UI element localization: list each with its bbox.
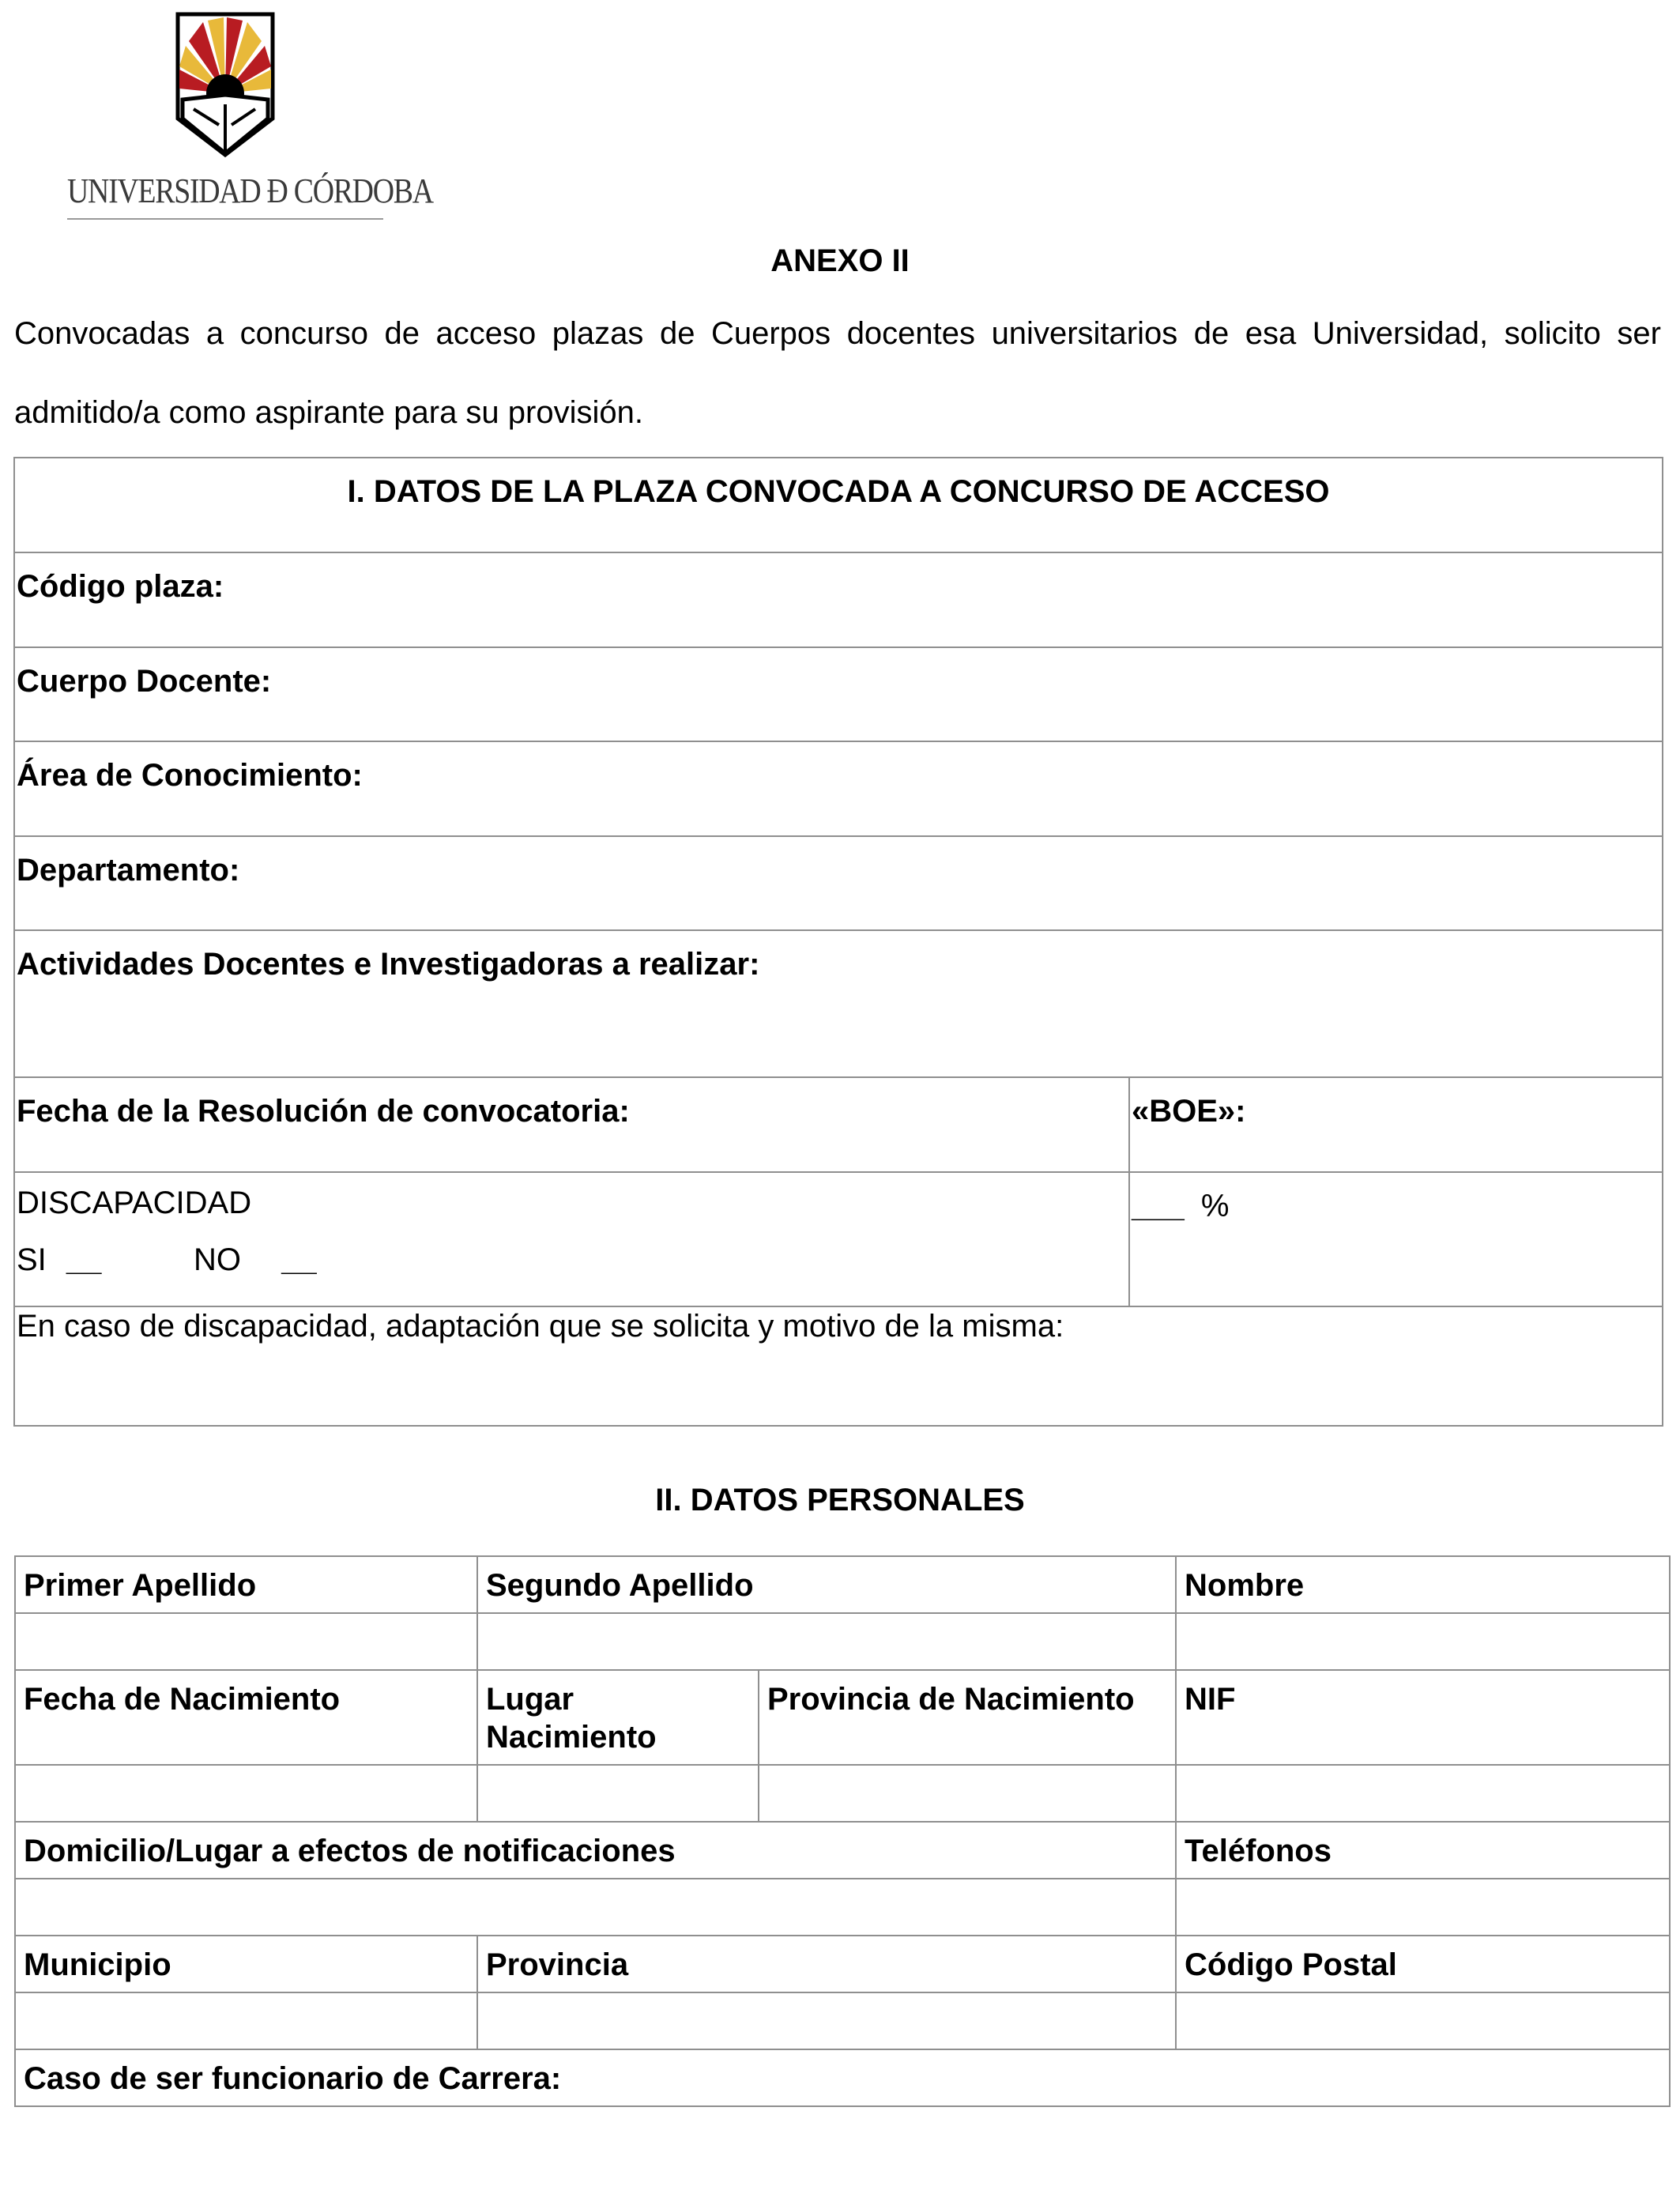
logo-underline [67,218,383,220]
provincia-nacimiento-input[interactable] [759,1765,1176,1822]
university-shield-icon [170,6,281,158]
no-blank[interactable]: __ [281,1242,317,1277]
boe-field[interactable] [1129,1077,1663,1172]
nombre-label: Nombre [1176,1556,1670,1613]
nif-label: NIF [1176,1670,1670,1765]
provincia-input[interactable] [477,1992,1176,2049]
vacancy-data-table [13,457,1663,1427]
codigo-plaza-field[interactable] [14,552,1663,647]
telefonos-input[interactable] [1176,1879,1670,1936]
fecha-resolucion-field[interactable] [14,1077,1129,1172]
codigo-plaza-label: Código plaza: [17,569,224,604]
lugar-nacimiento-label: Lugar Nacimiento [477,1670,759,1765]
boe-label: «BOE»: [1132,1094,1246,1129]
intro-paragraph: Convocadas a concurso de acceso plazas de Cuerpos docentes universitarios de esa Universidad, solicito ser admitido/a como aspirante para su provisión. [14,316,1661,430]
discapacidad-field [14,1172,1129,1306]
cuerpo-docente-label: Cuerpo Docente: [17,664,272,699]
primer-apellido-input[interactable] [15,1613,477,1670]
cuerpo-docente-field[interactable] [14,647,1663,741]
provincia-nacimiento-label: Provincia de Nacimiento [759,1670,1176,1765]
discapacidad-percent-field[interactable] [1129,1172,1663,1306]
telefonos-label: Teléfonos [1176,1822,1670,1879]
municipio-input[interactable] [15,1992,477,2049]
funcionario-carrera-label: Caso de ser funcionario de Carrera: [24,2061,562,2096]
departamento-field[interactable] [14,836,1663,930]
primer-apellido-label: Primer Apellido [15,1556,477,1613]
municipio-label: Municipio [15,1936,477,1992]
section2-title: II. DATOS PERSONALES [655,1483,1025,1517]
lugar-nacimiento-input[interactable] [477,1765,759,1822]
percent-label: % [1200,1189,1230,1223]
personal-data-table [14,1555,1671,2107]
area-conocimiento-field[interactable] [14,741,1663,836]
annex-title: ANEXO II [770,243,910,278]
si-blank[interactable]: __ [66,1242,102,1277]
departamento-label: Departamento: [17,853,240,888]
fecha-resolucion-label: Fecha de la Resolución de convocatoria: [17,1094,630,1129]
area-conocimiento-label: Área de Conocimiento: [17,758,363,793]
section1-title: I. DATOS DE LA PLAZA CONVOCADA A CONCURSO DE ACCESO [14,458,1663,552]
codigo-postal-label: Código Postal [1176,1936,1670,1992]
actividades-label: Actividades Docentes e Investigadoras a realizar: [17,947,760,982]
nombre-input[interactable] [1176,1613,1670,1670]
domicilio-label: Domicilio/Lugar a efectos de notificaciones [15,1822,1176,1879]
fecha-nacimiento-input[interactable] [15,1765,477,1822]
discapacidad-label: DISCAPACIDAD [17,1186,252,1220]
codigo-postal-input[interactable] [1176,1992,1670,2049]
domicilio-input[interactable] [15,1879,1176,1936]
si-label: SI [17,1242,47,1277]
no-label: NO [194,1242,242,1277]
fecha-nacimiento-label: Fecha de Nacimiento [15,1670,477,1765]
actividades-field[interactable] [14,930,1663,1077]
nif-input[interactable] [1176,1765,1670,1822]
adaptacion-label: En caso de discapacidad, adaptación que se solicita y motivo de la misma: [17,1309,1064,1344]
funcionario-carrera-field[interactable] [15,2049,1670,2106]
adaptacion-field[interactable] [14,1306,1663,1426]
university-logo [67,6,433,221]
percent-blank[interactable]: ___ [1132,1189,1185,1223]
segundo-apellido-input[interactable] [477,1613,1176,1670]
university-logo-text: UNIVERSIDAD Ð CÓRDOBA [67,172,433,210]
segundo-apellido-label: Segundo Apellido [477,1556,1176,1613]
provincia-label: Provincia [477,1936,1176,1992]
